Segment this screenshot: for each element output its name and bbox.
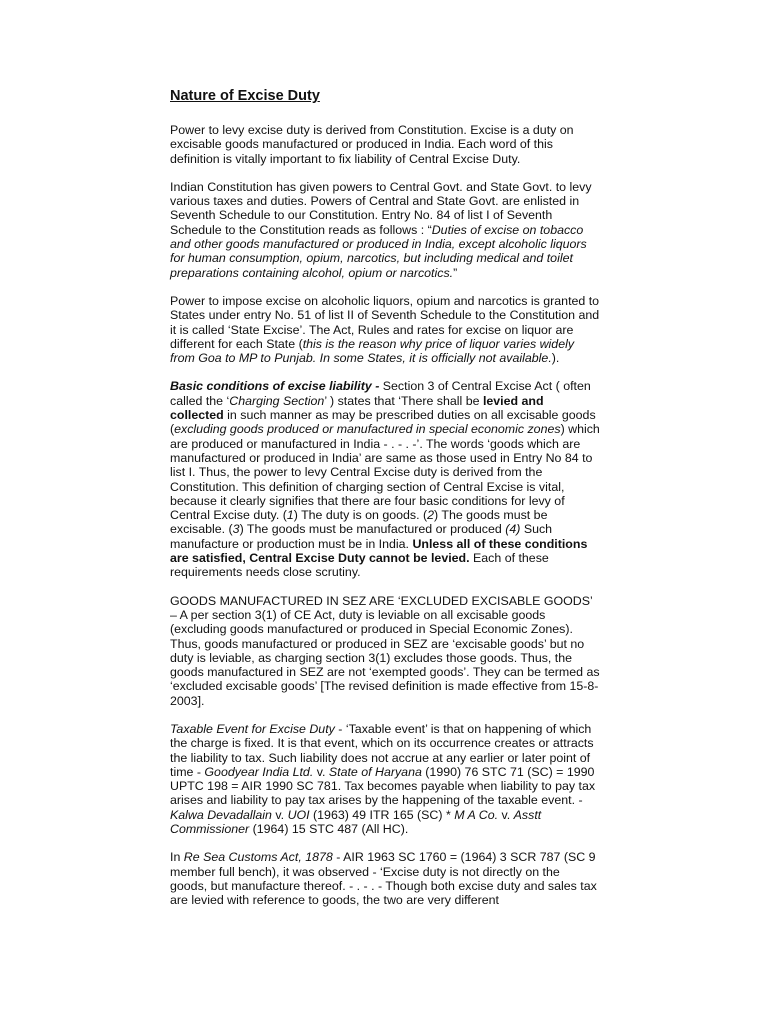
- text-run: ) The goods must be excisable. (: [170, 508, 548, 537]
- text-run: ).: [551, 351, 560, 366]
- text-run: Such manufacture or production must be in India.: [170, 522, 553, 551]
- list-number: 1: [286, 508, 294, 523]
- text-run: ) The duty is on goods. (: [293, 508, 428, 523]
- case-name: Kalwa Devadallain: [170, 807, 272, 822]
- case-name: State of Haryana: [328, 764, 422, 779]
- list-number: 3: [232, 522, 240, 537]
- text-run: Section 3 of Central Excise Act ( often called the ‘: [170, 379, 591, 408]
- text-run: Each of these requirements needs close scrutiny.: [170, 551, 549, 580]
- text-run: v.: [313, 764, 329, 779]
- case-name: Asstt Commissioner: [170, 807, 542, 837]
- case-name: Goodyear India Ltd.: [204, 764, 314, 779]
- italic-quote: Duties of excise on tobacco and other goods manufactured or produced in India, except alcoholic liquors for human consumption, opium, narcotics, but including medical and toilet preparations containing alcohol, opium or narcotics.: [170, 222, 587, 280]
- text-run: (1990) 76 STC 71 (SC) = 1990 UPTC 198 = AIR 1990 SC 781. Tax becomes payable when liability to pay tax arises and liability to pay tax arises by the happening of the taxable event. -: [170, 764, 596, 808]
- case-name: Re Sea Customs Act, 1878: [183, 850, 333, 865]
- text-run: v.: [271, 807, 288, 822]
- text-run: Indian Constitution has given powers to Central Govt. and State Govt. to levy various taxes and duties. Powers of Central and State Govt. are enlisted in Seventh Schedule to our Constitution. Entry No. 84 of list I of Seventh Schedule to the Constitution reads as follows : “: [170, 179, 592, 237]
- list-number: 2: [427, 508, 435, 523]
- italic-note: this is the reason why price of liquor varies widely from Goa to MP to Punjab. In some States, it is officially not available.: [170, 336, 575, 366]
- text-run: ) The goods must be manufactured or produced: [239, 522, 506, 537]
- list-number: (4): [505, 522, 521, 537]
- text-run: Power to impose excise on alcoholic liquors, opium and narcotics is granted to States under entry No. 51 of list II of Seventh Schedule to the Constitution and it is called ‘State Excise’. The Act, Rules and rates for excise on liquor are different for each State (: [170, 293, 600, 351]
- italic-term: Charging Section: [229, 393, 325, 408]
- text-run: (1963) 49 ITR 165 (SC) *: [309, 807, 455, 822]
- paragraph-6: [170, 722, 600, 836]
- paragraph-1: Power to levy excise duty is derived from Constitution. Excise is a duty on excisable goods manufactured or produced in India. Each word of this definition is vitally important to fix liability of Central Excise Duty.: [170, 123, 574, 166]
- section-heading: Taxable Event for Excise Duty: [170, 721, 335, 736]
- paragraph-4: [170, 379, 600, 579]
- text-run: - AIR 1963 SC 1760 = (1964) 3 SCR 787 (SC 9 member full bench), it was observed - ‘Excise duty is not directly on the goods, but manufacture thereof. - . - . - Though both excise duty and sales tax are levied with reference to goods, the two are very different: [170, 850, 597, 908]
- section-heading: Basic conditions of excise liability -: [170, 379, 380, 394]
- case-name: UOI: [287, 807, 310, 822]
- text-run: In: [170, 850, 184, 865]
- paragraph-5: GOODS MANUFACTURED IN SEZ ARE ‘EXCLUDED EXCISABLE GOODS’ – A per section 3(1) of CE Act, duty is leviable on all excisable goods (excluding goods manufactured or produced in Special Economic Zones). Thus, goods manufactured or produced in SEZ are ‘excisable goods’ but no duty is leviable, as charging section 3(1) excludes those goods. Thus, the goods manufactured in SEZ are not ‘exempted goods’. They can be termed as ‘excluded excisable goods’ [The revised definition is made effective from 15-8-2003].: [170, 593, 600, 708]
- paragraph-7: [170, 850, 600, 907]
- case-name: M A Co.: [454, 807, 499, 822]
- paragraph-3: [170, 294, 600, 365]
- text-run: v.: [498, 807, 514, 822]
- italic-term: excluding goods produced or manufactured in special economic zones: [174, 422, 561, 437]
- bold-term: levied and collected: [170, 393, 544, 423]
- text-run: ) which are produced or manufactured in India - . - . -’. The words ‘goods which are manufactured or produced in India’ are same as those used in Entry No 84 to list I. Thus, the power to levy Central Excise duty is derived from the Constitution. This definition of charging section of Central Excise is vital, because it clearly signifies that there are four basic conditions for levy of Central Excise duty. (: [170, 422, 600, 523]
- text-run: (1964) 15 STC 487 (All HC).: [249, 822, 409, 837]
- bold-statement: Unless all of these conditions are satisfied, Central Excise Duty cannot be levied.: [170, 536, 588, 566]
- text-run: in such manner as may be prescribed duties on all excisable goods (: [170, 408, 596, 437]
- document-page: [170, 88, 600, 922]
- text-run: ”: [453, 265, 458, 280]
- paragraph-2: [170, 180, 600, 280]
- text-run: - ‘Taxable event’ is that on happening of which the charge is fixed. It is that event, which on its occurrence creates or attracts the liability to tax. Such liability does not accrue at any earlier or later point of time -: [170, 721, 594, 779]
- document-title: Nature of Excise Duty: [170, 88, 320, 104]
- text-run: ’ ) states that ‘There shall be: [324, 393, 483, 408]
